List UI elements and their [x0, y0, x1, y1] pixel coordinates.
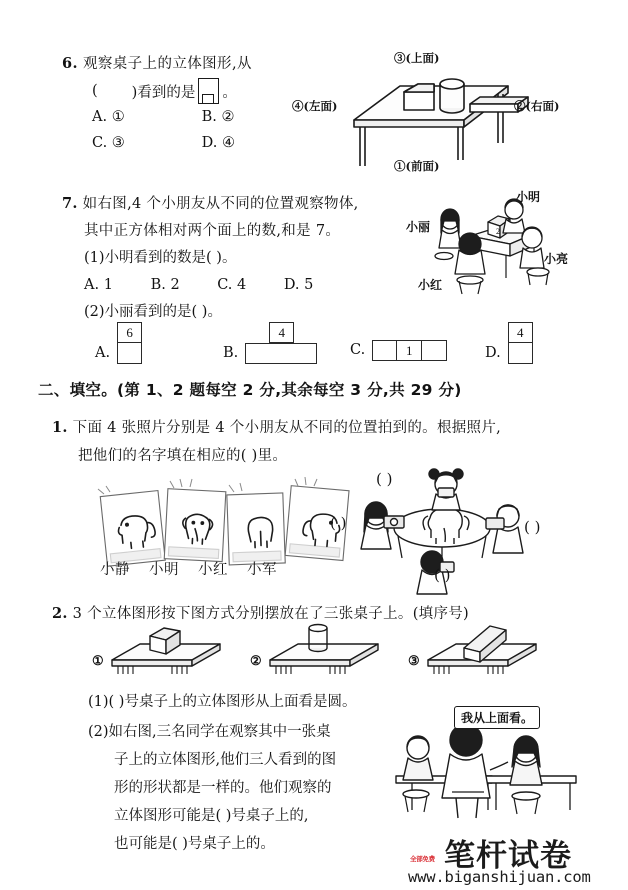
f2-sub2-line3: 形的形状都是一样的。他们观察的: [114, 780, 332, 796]
q7-sub2-b-label: B.: [223, 345, 239, 361]
f2-sub2-line2: 子上的立体图形,他们三人看到的图: [114, 752, 337, 768]
f2-desk-label-3: ③: [408, 654, 420, 669]
q7-sub2-c-label: C.: [350, 342, 366, 358]
watermark-brand: 笔杆试卷: [444, 838, 572, 874]
f2-stem-text: 3 个立体图形按下图方式分别摆放在了三张桌子上。(填序号): [72, 606, 470, 622]
f2-three-desks-figure: [92, 622, 562, 684]
q7-sub1-option-b[interactable]: [151, 272, 213, 299]
q7-sub2-d-label: D.: [485, 345, 501, 361]
q7-figure-four-kids-around-table: [392, 188, 592, 298]
f2-desk-label-2: ②: [250, 654, 262, 669]
q6-option-c-value: ③: [111, 135, 125, 151]
f2-sub2-line5[interactable]: 也可能是( )号桌子上的。: [114, 836, 275, 852]
section-2-heading: 二、填空。(第 1、2 题每空 2 分,其余每空 3 分,共 29 分): [38, 381, 462, 399]
f2-sub2-line1: (2)如右图,三名同学在观察其中一张桌: [88, 724, 331, 740]
q6-option-b-label: B.: [201, 109, 217, 125]
q7-sub1-option-c[interactable]: [217, 272, 279, 299]
q6-blank-open: (: [92, 83, 98, 99]
q6-label-bottom: ①(前面): [394, 159, 440, 173]
f1-photo-label-0: 小静: [100, 562, 130, 578]
q6-label-left: ④(左面): [292, 99, 338, 113]
f1-blank-bottom[interactable]: ( ): [434, 566, 451, 584]
f1-photo-label-3: 小军: [247, 562, 277, 578]
q6-stem-text: 观察桌子上的立体图形,从: [82, 56, 252, 72]
q7-sub2-options: [95, 322, 595, 368]
q6-option-b-value: ②: [221, 109, 235, 125]
q7-sub1-b-label: B.: [150, 277, 166, 293]
q7-sub2-a-cell-2: [117, 343, 142, 364]
q7-sub2-b-cell-bottom: [245, 343, 317, 364]
watermark-tag: 全部免费: [410, 855, 435, 863]
q7-sub1-a-label: A.: [84, 277, 100, 293]
q7-sub1-a-value: 1: [103, 277, 113, 293]
q7-sub2-a-cell-1: 6: [117, 322, 142, 343]
q7-sub1-d-value: 5: [304, 277, 314, 293]
q7-sub2-a-label: A.: [95, 345, 111, 361]
q6-blank-close-text: )看到的是: [131, 84, 196, 101]
q7-sub2-c-cell-2: 1: [397, 340, 422, 361]
q6-option-d-label: D.: [201, 135, 218, 151]
f2-sub2-line4[interactable]: 立体图形可能是( )号桌子上的,: [114, 808, 309, 824]
q7-sub1-d-label: D.: [283, 277, 300, 293]
q7-sub2-option-c[interactable]: [350, 340, 447, 361]
q7-sub2-option-b[interactable]: [223, 322, 317, 364]
q6-label-top: ③(上面): [394, 51, 440, 65]
f2-speech-bubble: 我从上面看。: [454, 706, 540, 729]
q7-sub1-b-value: 2: [170, 277, 180, 293]
f2-sub2: [88, 718, 418, 858]
q7-sub1-option-d[interactable]: [284, 272, 346, 299]
q6-figure-table-with-solids: [292, 48, 592, 176]
q6-option-a-label: A.: [92, 109, 108, 125]
q7-sub2-option-a[interactable]: [95, 322, 142, 364]
q7-sub1-c-label: C.: [217, 277, 233, 293]
fill-question-1: [52, 414, 592, 470]
q7-sub2-b-cell-top: 4: [269, 322, 294, 343]
q6-view-shape-icon: [198, 78, 219, 104]
q7-sub2-c-cell-3: [422, 340, 447, 361]
q6-option-d-value: ④: [221, 135, 235, 151]
f1-stem-line1: [52, 414, 592, 442]
f1-blank-right[interactable]: ( ): [524, 518, 541, 536]
q7-stem-text1: 如右图,4 个小朋友从不同的位置观察物体,: [82, 196, 359, 212]
q6-number: 6.: [62, 55, 78, 72]
q6-option-b[interactable]: [202, 104, 307, 130]
f2-desk-label-1: ①: [92, 654, 104, 669]
f2-desks-drawing: [92, 622, 562, 684]
f1-blank-top[interactable]: ( ): [376, 470, 393, 488]
f1-figure-kids-photographing-elephant: [330, 466, 588, 594]
q7-sub1-c-value: 4: [237, 277, 247, 293]
f1-photo-labels: [100, 558, 340, 579]
question-7: [62, 190, 392, 326]
q7-sub1: (1)小明看到的数是( )。: [84, 250, 237, 266]
f1-stem-line2: 把他们的名字填在相应的( )里。: [78, 448, 288, 464]
q7-sub1-options: [84, 272, 392, 299]
q7-sub1-option-a[interactable]: [84, 272, 146, 299]
q7-name-xiaoming: 小明: [516, 190, 541, 204]
f1-blank-left[interactable]: ( ): [330, 514, 347, 532]
q7-stem-line1: [62, 190, 392, 218]
q7-sub2-d-cell-1: 4: [508, 322, 533, 343]
q7-name-xiaoli: 小丽: [406, 220, 431, 234]
q6-label-right: ②(右面): [514, 99, 560, 113]
f2-figure-three-students-observing: [392, 706, 604, 818]
watermark: [404, 832, 624, 890]
q6-option-a-value: ①: [111, 109, 125, 125]
q7-sub2-d-cell-2: [508, 343, 533, 364]
f1-photo-label-1: 小明: [149, 562, 179, 578]
q7-sub2-c-cell-1: [372, 340, 397, 361]
q6-period: 。: [222, 84, 237, 101]
q7-sub2-option-d[interactable]: [485, 322, 533, 364]
q7-stem-line2: 其中正方体相对两个面上的数,和是 7。: [84, 223, 341, 239]
q6-option-d[interactable]: [202, 130, 307, 156]
q6-option-c-label: C.: [92, 135, 108, 151]
q7-sub2: (2)小丽看到的是( )。: [84, 304, 222, 320]
f1-photo-label-2: 小红: [198, 562, 228, 578]
q6-option-c[interactable]: [92, 130, 197, 156]
q7-number: 7.: [62, 195, 78, 212]
f2-number: 2.: [52, 605, 68, 622]
watermark-url: www.biganshijuan.com: [408, 868, 591, 886]
q7-name-xiaohong: 小红: [418, 278, 443, 292]
q7-name-xiaoliang: 小亮: [544, 252, 569, 266]
q7-cube-face-number: 2: [496, 227, 500, 236]
f2-sub1: (1)( )号桌子上的立体图形从上面看是圆。: [88, 694, 357, 710]
f1-stem-text1: 下面 4 张照片分别是 4 个小朋友从不同的位置拍到的。根据照片,: [72, 420, 502, 436]
f1-number: 1.: [52, 419, 68, 436]
q6-option-a[interactable]: [92, 104, 197, 130]
